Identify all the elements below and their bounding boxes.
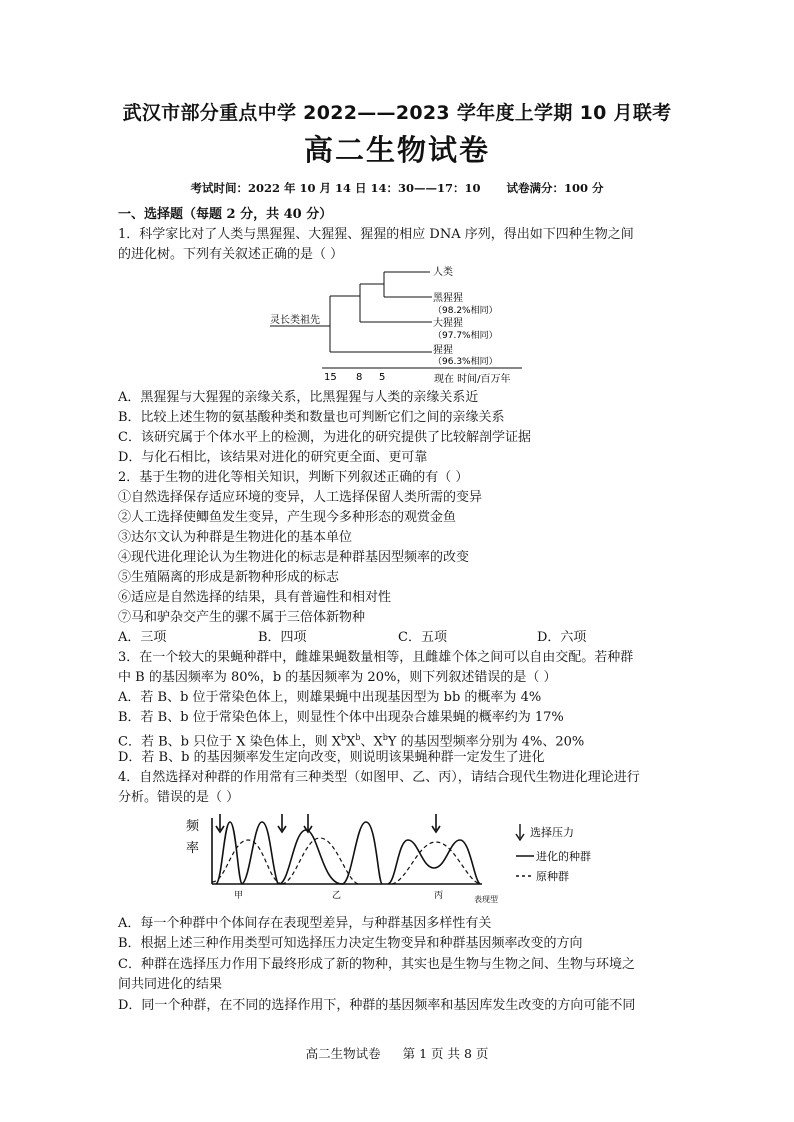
q2-item-2: ②人工选择使鲫鱼发生变异，产生现今多种形态的观赏金鱼 [118, 510, 457, 525]
q1-stem-line1: 1．科学家比对了人类与黑猩猩、大猩猩、猩猩的相应 DNA 序列，得出如下四种生物之间 [118, 227, 634, 242]
q3-option-d: D．若 B、b 的基因频率发生定向改变，则说明该果蝇种群一定发生了进化 [118, 750, 545, 765]
q2-stem: 2．基于生物的进化等相关知识，判断下列叙述正确的有（ ） [118, 470, 469, 485]
q1-option-c: C．该研究属于个体水平上的检测，为进化的研究提供了比较解剖学证据 [118, 430, 531, 445]
tree-leaf-gorilla-pct: （97.7%相同） [433, 331, 498, 341]
figure-xlabel: 表现型 [474, 895, 498, 904]
footer-exam-name: 高二生物试卷 [305, 1046, 381, 1061]
exam-meta [0, 180, 794, 196]
q1-option-a: A．黑猩猩与大猩猩的亲缘关系，比黑猩猩与人类的亲缘关系近 [118, 390, 479, 405]
legend-evolved-population: 进化的种群 [536, 850, 591, 863]
tree-tick-15: 15 [324, 372, 337, 383]
q1-option-d: D．与化石相比，该结果对进化的研究更全面、更可靠 [118, 450, 428, 465]
tree-leaf-chimp: 黑猩猩 [433, 293, 463, 304]
exam-time: 考试时间：2022 年 10 月 14 日 14：30——17：10 [190, 181, 481, 195]
phylogenetic-tree [262, 264, 532, 386]
q4-option-a: A．每一个种群中个体间存在表现型差异，与种群基因多样性有关 [118, 916, 492, 931]
original-population-curves [212, 838, 480, 884]
q2-item-7: ⑦马和驴杂交产生的骡不属于三倍体新物种 [118, 610, 366, 625]
full-score: 试卷满分：100 分 [506, 181, 604, 195]
legend-arrow-icon [516, 824, 524, 840]
section-heading: 一、选择题（每题 2 分，共 40 分） [118, 207, 333, 222]
q3-stem-line1: 3．在一个较大的果蝇种群中，雌雄果蝇数量相等，且雌雄个体之间可以自由交配。若种群 [118, 650, 634, 665]
tree-tick-5: 5 [379, 372, 386, 383]
selection-types-figure [182, 810, 632, 908]
q4-option-d: D．同一个种群，在不同的选择作用下，种群的基因频率和基因库发生改变的方向可能不同 [118, 998, 636, 1013]
q2-item-5: ⑤生殖隔离的形成是新物种形成的标志 [118, 570, 340, 585]
q2-option-c: C．五项 [398, 630, 447, 645]
figure-ylabel-bottom: 率 [186, 841, 200, 856]
tree-leaf-orangutan: 猩猩 [433, 345, 453, 356]
legend-selection-pressure: 选择压力 [530, 826, 574, 839]
q4-stem-line2: 分析。错误的是（ ） [118, 790, 240, 805]
q2-item-3: ③达尔文认为种群是生物进化的基本单位 [118, 530, 353, 545]
panel-label-b: 乙 [332, 891, 342, 901]
q2-option-b: B．四项 [258, 630, 307, 645]
q4-option-b: B．根据上述三种作用类型可知选择压力决定生物变异和种群基因频率改变的方向 [118, 936, 583, 951]
panel-label-a: 甲 [234, 891, 244, 901]
tree-leaf-orangutan-pct: （96.3%相同） [433, 357, 498, 367]
q3-option-c: C．若 B、b 只位于 X 染色体上，则 $X^bX^b$、$X^bY$ 的基因型频率分别为 4%、20% [118, 733, 585, 750]
exam-subject-title: 高二生物试卷 [303, 133, 490, 167]
q2-option-a: A．三项 [118, 630, 167, 645]
q3-stem-line2: 中 B 的基因频率为 80%，b 的基因频率为 20%，则下列叙述错误的是（ ） [118, 670, 557, 685]
panel-label-c: 丙 [434, 891, 444, 901]
tree-axis-label: 现在 时间/百万年 [434, 374, 511, 385]
exam-header-title: 武汉市部分重点中学 2022——2023 学年度上学期 10 月联考 [122, 102, 672, 124]
q1-option-b: B．比较上述生物的氨基酸种类和数量也可判断它们之间的亲缘关系 [118, 410, 505, 425]
evolved-population-curves [216, 822, 480, 884]
figure-ylabel-top: 频 [186, 819, 200, 834]
q4-option-c-line1: C．种群在选择压力作用下最终形成了新的物种，其实也是生物与生物之间、生物与环境之 [118, 957, 635, 972]
selection-pressure-arrows [216, 814, 440, 832]
footer-page-number: 第 1 页 共 8 页 [402, 1046, 489, 1061]
q3-option-b: B．若 B、b 位于常染色体上，则显性个体中出现杂合雄果蝇的概率约为 17% [118, 710, 564, 725]
page-footer [0, 1044, 794, 1062]
q2-item-4: ④现代进化理论认为生物进化的标志是种群基因型频率的改变 [118, 550, 470, 565]
tree-root-label: 灵长类祖先 [270, 315, 320, 326]
tree-tick-8: 8 [356, 372, 363, 383]
q4-stem-line1: 4．自然选择对种群的作用常有三种类型（如图甲、乙、丙），请结合现代生物进化理论进行 [118, 770, 640, 785]
tree-leaf-human: 人类 [433, 267, 453, 278]
tree-leaf-gorilla: 大猩猩 [433, 318, 463, 329]
q2-option-d: D．六项 [537, 630, 587, 645]
q1-stem-line2: 的进化树。下列有关叙述正确的是（ ） [118, 247, 344, 262]
q4-option-c-line2: 间共同进化的结果 [118, 977, 223, 992]
q2-item-6: ⑥适应是自然选择的结果，具有普遍性和相对性 [118, 590, 392, 605]
tree-leaf-chimp-pct: （98.2%相同） [433, 306, 498, 316]
q2-item-1: ①自然选择保存适应环境的变异，人工选择保留人类所需的变异 [118, 490, 483, 505]
legend-original-population: 原种群 [536, 870, 569, 883]
q3-option-a: A．若 B、b 位于常染色体上，则雄果蝇中出现基因型为 bb 的概率为 4% [118, 690, 542, 705]
